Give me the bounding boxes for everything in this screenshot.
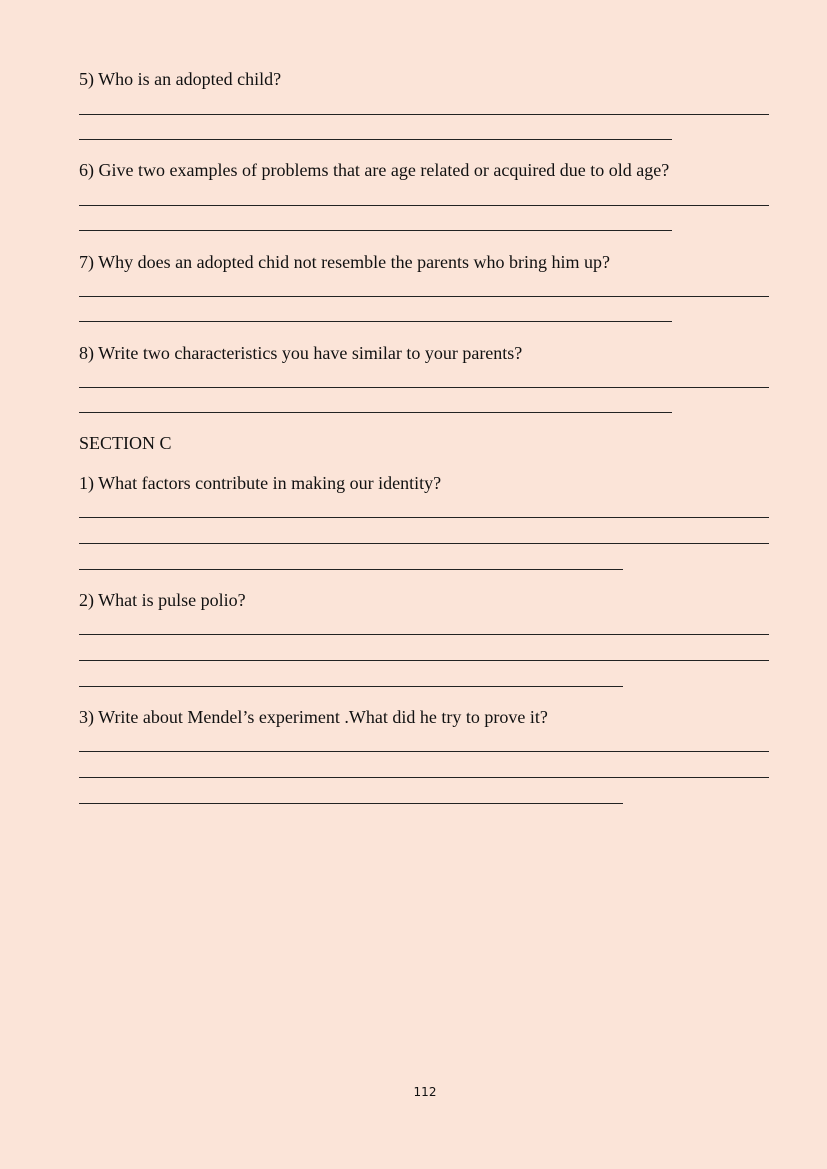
answer-line[interactable] xyxy=(79,777,769,778)
answer-line[interactable] xyxy=(79,296,769,297)
answer-line[interactable] xyxy=(79,517,769,518)
answer-line[interactable] xyxy=(79,139,672,140)
section-c-question-2: 2) What is pulse polio? xyxy=(79,590,246,610)
question-7: 7) Why does an adopted chid not resemble the parents who bring him up? xyxy=(79,252,611,272)
answer-line[interactable] xyxy=(79,686,623,687)
question-8: 8) Write two characteristics you have similar to your parents? xyxy=(79,343,523,363)
question-6: 6) Give two examples of problems that are age related or acquired due to old age? xyxy=(79,160,670,180)
answer-line[interactable] xyxy=(79,634,769,635)
section-c-question-3: 3) Write about Mendel’s experiment .What did he try to prove it? xyxy=(79,707,548,727)
answer-line[interactable] xyxy=(79,387,769,388)
page-number: 112 xyxy=(413,1085,437,1099)
answer-line[interactable] xyxy=(79,205,769,206)
answer-line[interactable] xyxy=(79,803,623,804)
answer-line[interactable] xyxy=(79,114,769,115)
answer-line[interactable] xyxy=(79,543,769,544)
answer-line[interactable] xyxy=(79,751,769,752)
section-c-question-1: 1) What factors contribute in making our identity? xyxy=(79,473,442,493)
answer-line[interactable] xyxy=(79,321,672,322)
answer-line[interactable] xyxy=(79,569,623,570)
answer-line[interactable] xyxy=(79,412,672,413)
answer-line[interactable] xyxy=(79,660,769,661)
answer-line[interactable] xyxy=(79,230,672,231)
question-5: 5) Who is an adopted child? xyxy=(79,69,282,89)
section-c-heading: SECTION C xyxy=(79,433,172,453)
